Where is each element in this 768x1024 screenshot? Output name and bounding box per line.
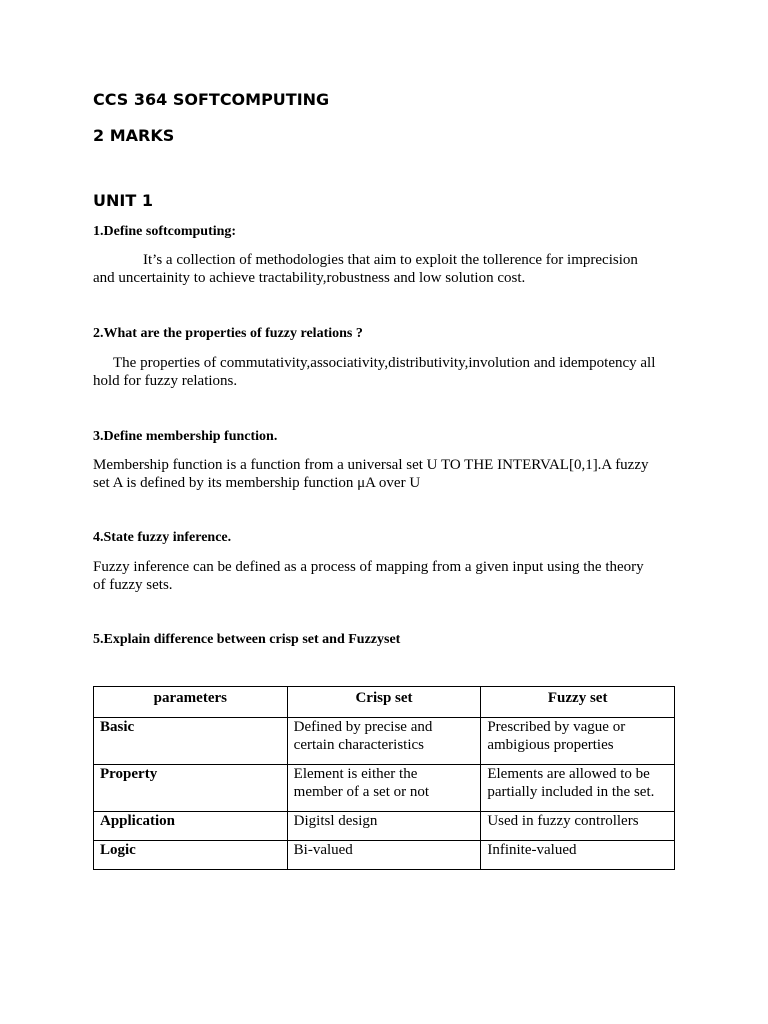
table-cell-crisp xyxy=(287,841,481,870)
answer-1-line-2: and uncertainity to achieve tractability,robustness and low solution cost. xyxy=(93,270,526,286)
table-row xyxy=(94,718,675,765)
answer-1-line-1: It’s a collection of methodologies that aim to exploit the tollerence for imprecision xyxy=(143,252,638,268)
answer-3-line-1: Membership function is a function from a universal set U TO THE INTERVAL[0,1].A fuzzy xyxy=(93,457,649,473)
table-cell-param: Basic xyxy=(94,718,288,765)
table-header-parameters: parameters xyxy=(94,687,288,718)
answer-4-line-2: of fuzzy sets. xyxy=(93,577,173,593)
question-4: 4.State fuzzy inference. xyxy=(93,530,232,545)
document-title: CCS 364 SOFTCOMPUTING xyxy=(93,90,330,109)
cell-line: Infinite-valued xyxy=(487,842,577,858)
cell-line: Element is either the xyxy=(293,766,418,782)
cell-line: Used in fuzzy controllers xyxy=(487,813,639,829)
table-row xyxy=(94,765,675,812)
table-cell-fuzzy xyxy=(481,718,675,765)
question-3: 3.Define membership function. xyxy=(93,429,278,444)
unit-heading: UNIT 1 xyxy=(93,191,153,210)
table-cell-param: Application xyxy=(94,812,288,841)
table-cell-crisp xyxy=(287,765,481,812)
cell-line: Prescribed by vague or xyxy=(487,719,626,735)
answer-2-line-1: The properties of commutativity,associativity,distributivity,involution and idempotency all xyxy=(113,355,656,371)
comparison-table xyxy=(93,686,675,870)
table-row xyxy=(94,841,675,870)
table-cell-fuzzy xyxy=(481,765,675,812)
cell-line: partially included in the set. xyxy=(487,784,655,800)
answer-2-line-2: hold for fuzzy relations. xyxy=(93,373,238,389)
answer-3-line-2: set A is defined by its membership function μA over U xyxy=(93,475,421,491)
cell-line: Elements are allowed to be xyxy=(487,766,650,782)
table-header-crisp-set: Crisp set xyxy=(287,687,481,718)
table-header-fuzzy-set: Fuzzy set xyxy=(481,687,675,718)
question-2: 2.What are the properties of fuzzy relations ? xyxy=(93,326,363,341)
table-cell-crisp xyxy=(287,718,481,765)
cell-line: Defined by precise and xyxy=(293,719,433,735)
table-header-row xyxy=(94,687,675,718)
table-row xyxy=(94,812,675,841)
table-cell-fuzzy xyxy=(481,812,675,841)
cell-line: Digitsl design xyxy=(293,813,378,829)
cell-line: ambigious properties xyxy=(487,737,614,753)
document-subtitle: 2 MARKS xyxy=(93,126,175,145)
cell-line: Bi-valued xyxy=(293,842,353,858)
question-1: 1.Define softcomputing: xyxy=(93,224,237,239)
cell-line: member of a set or not xyxy=(293,784,430,800)
question-5: 5.Explain difference between crisp set and Fuzzyset xyxy=(93,632,401,647)
answer-4-line-1: Fuzzy inference can be defined as a process of mapping from a given input using the theory xyxy=(93,559,644,575)
table-cell-param: Logic xyxy=(94,841,288,870)
table-cell-crisp xyxy=(287,812,481,841)
cell-line: certain characteristics xyxy=(293,737,424,753)
table-cell-fuzzy xyxy=(481,841,675,870)
table-cell-param: Property xyxy=(94,765,288,812)
